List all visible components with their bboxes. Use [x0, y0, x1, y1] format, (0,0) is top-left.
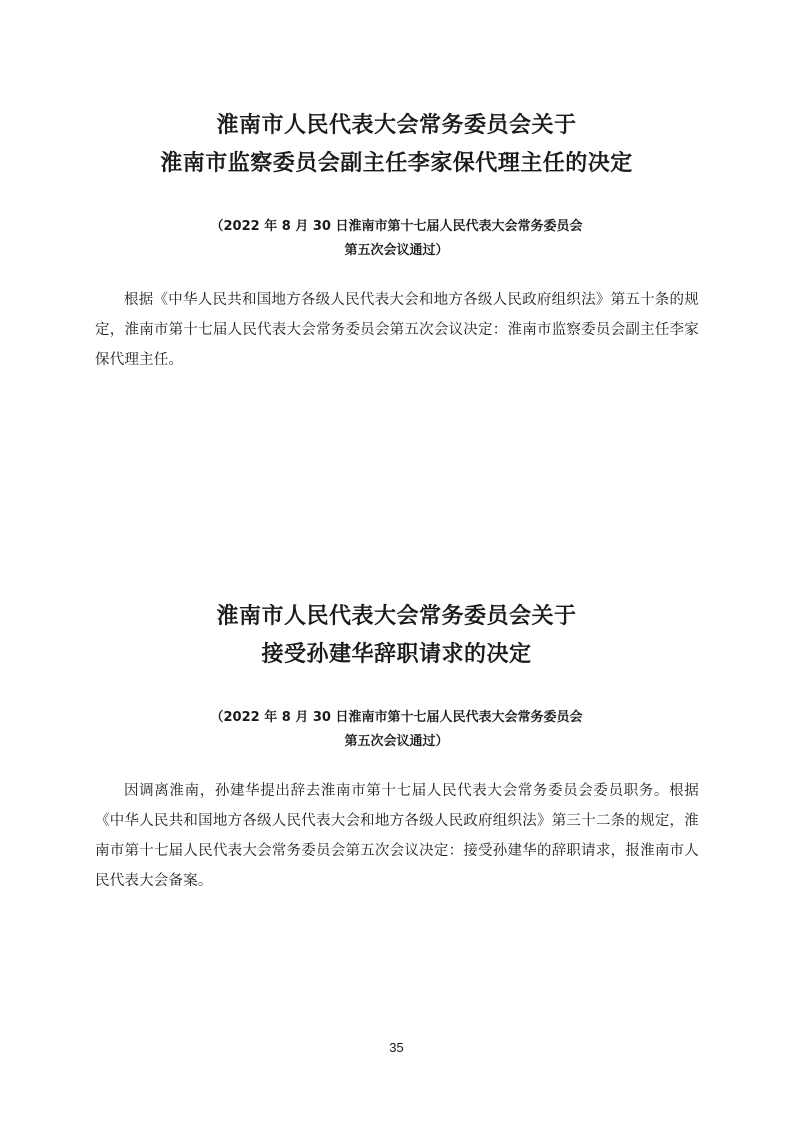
decision-1-subtitle-line-2: 第五次会议通过） — [344, 243, 449, 258]
page-number: 35 — [389, 1040, 404, 1055]
decision-2-title-line-2: 接受孙建华辞职请求的决定 — [261, 642, 532, 667]
decision-2-body: 因调离淮南，孙建华提出辞去淮南市第十七届人民代表大会常务委员会委员职务。根据《中华人民共和国地方各级人民代表大会和地方各级人民政府组织法》第三十二条的规定，淮南市第十七届人民代表大会常务委员会第五次会议决定：接受孙建华的辞职请求，报淮南市人民代表大会备案。 — [95, 783, 699, 889]
decision-1-body: 根据《中华人民共和国地方各级人民代表大会和地方各级人民政府组织法》第五十条的规定，淮南市第十七届人民代表大会常务委员会第五次会议决定：淮南市监察委员会副主任李家保代理主任。 — [95, 292, 699, 368]
decision-1-title-line-2: 淮南市监察委员会副主任李家保代理主任的决定 — [160, 151, 633, 176]
decision-2-subtitle-line-1: （2022 年 8 月 30 日淮南市第十七届人民代表大会常务委员会 — [210, 710, 583, 725]
decision-1-subtitle-line-1: （2022 年 8 月 30 日淮南市第十七届人民代表大会常务委员会 — [210, 219, 583, 234]
decision-section-2 — [0, 598, 793, 896]
decision-2-title-line-1: 淮南市人民代表大会常务委员会关于 — [216, 604, 577, 629]
decision-section-1 — [0, 107, 793, 375]
decision-2-subtitle-line-2: 第五次会议通过） — [344, 734, 449, 749]
decision-1-title-line-1: 淮南市人民代表大会常务委员会关于 — [216, 113, 577, 138]
